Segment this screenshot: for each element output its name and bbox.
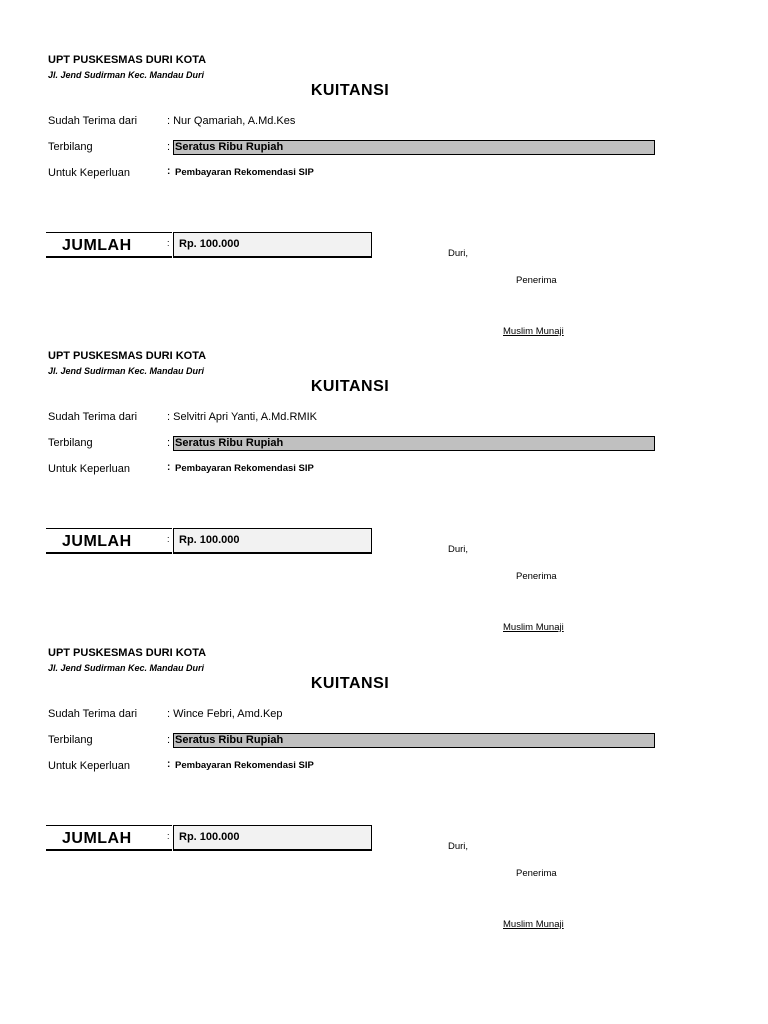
colon: : (167, 534, 170, 544)
amount-words-value: Seratus Ribu Rupiah (173, 140, 655, 155)
amount-words-label: Terbilang (48, 437, 93, 449)
from-value: : Wince Febri, Amd.Kep (167, 708, 283, 720)
org-address: Jl. Jend Sudirman Kec. Mandau Duri (48, 70, 205, 80)
colon: : (167, 238, 170, 248)
receipt-1 (0, 0, 768, 337)
receipt-title: KUITANSI (310, 82, 390, 99)
signer-name: Muslim Munaji (503, 919, 564, 930)
org-name: UPT PUSKESMAS DURI KOTA (48, 54, 207, 66)
purpose-value: Pembayaran Rekomendasi SIP (175, 463, 314, 474)
receiver-label: Penerima (516, 868, 557, 879)
receipt-title: KUITANSI (310, 378, 390, 395)
total-value: Rp. 100.000 (173, 232, 372, 258)
colon: : (167, 759, 171, 770)
receiver-label: Penerima (516, 275, 557, 286)
colon: : (167, 462, 171, 473)
signer-name: Muslim Munaji (503, 622, 564, 633)
total-label: JUMLAH (46, 825, 172, 851)
from-label: Sudah Terima dari (48, 115, 138, 127)
colon: : (167, 831, 170, 841)
signer-name: Muslim Munaji (503, 326, 564, 337)
from-value: : Selvitri Apri Yanti, A.Md.RMIK (167, 411, 317, 423)
from-value: : Nur Qamariah, A.Md.Kes (167, 115, 296, 127)
from-label: Sudah Terima dari (48, 708, 138, 720)
receipt-2 (0, 296, 768, 633)
receiver-label: Penerima (516, 571, 557, 582)
amount-words-value: Seratus Ribu Rupiah (173, 733, 655, 748)
purpose-label: Untuk Keperluan (48, 463, 130, 475)
purpose-value: Pembayaran Rekomendasi SIP (175, 167, 314, 178)
org-name: UPT PUSKESMAS DURI KOTA (48, 350, 207, 362)
colon: : (167, 734, 171, 746)
colon: : (167, 166, 171, 177)
receipt-3 (0, 593, 768, 930)
org-name: UPT PUSKESMAS DURI KOTA (48, 647, 207, 659)
colon: : (167, 437, 171, 449)
total-value: Rp. 100.000 (173, 528, 372, 554)
receipt-title: KUITANSI (310, 675, 390, 692)
place-date: Duri, (448, 841, 469, 852)
amount-words-label: Terbilang (48, 141, 93, 153)
purpose-value: Pembayaran Rekomendasi SIP (175, 760, 314, 771)
colon: : (167, 141, 171, 153)
total-label: JUMLAH (46, 232, 172, 258)
place-date: Duri, (448, 248, 469, 259)
place-date: Duri, (448, 544, 469, 555)
amount-words-value: Seratus Ribu Rupiah (173, 436, 655, 451)
total-value: Rp. 100.000 (173, 825, 372, 851)
org-address: Jl. Jend Sudirman Kec. Mandau Duri (48, 663, 205, 673)
purpose-label: Untuk Keperluan (48, 760, 130, 772)
org-address: Jl. Jend Sudirman Kec. Mandau Duri (48, 366, 205, 376)
amount-words-label: Terbilang (48, 734, 93, 746)
total-label: JUMLAH (46, 528, 172, 554)
from-label: Sudah Terima dari (48, 411, 138, 423)
purpose-label: Untuk Keperluan (48, 167, 130, 179)
